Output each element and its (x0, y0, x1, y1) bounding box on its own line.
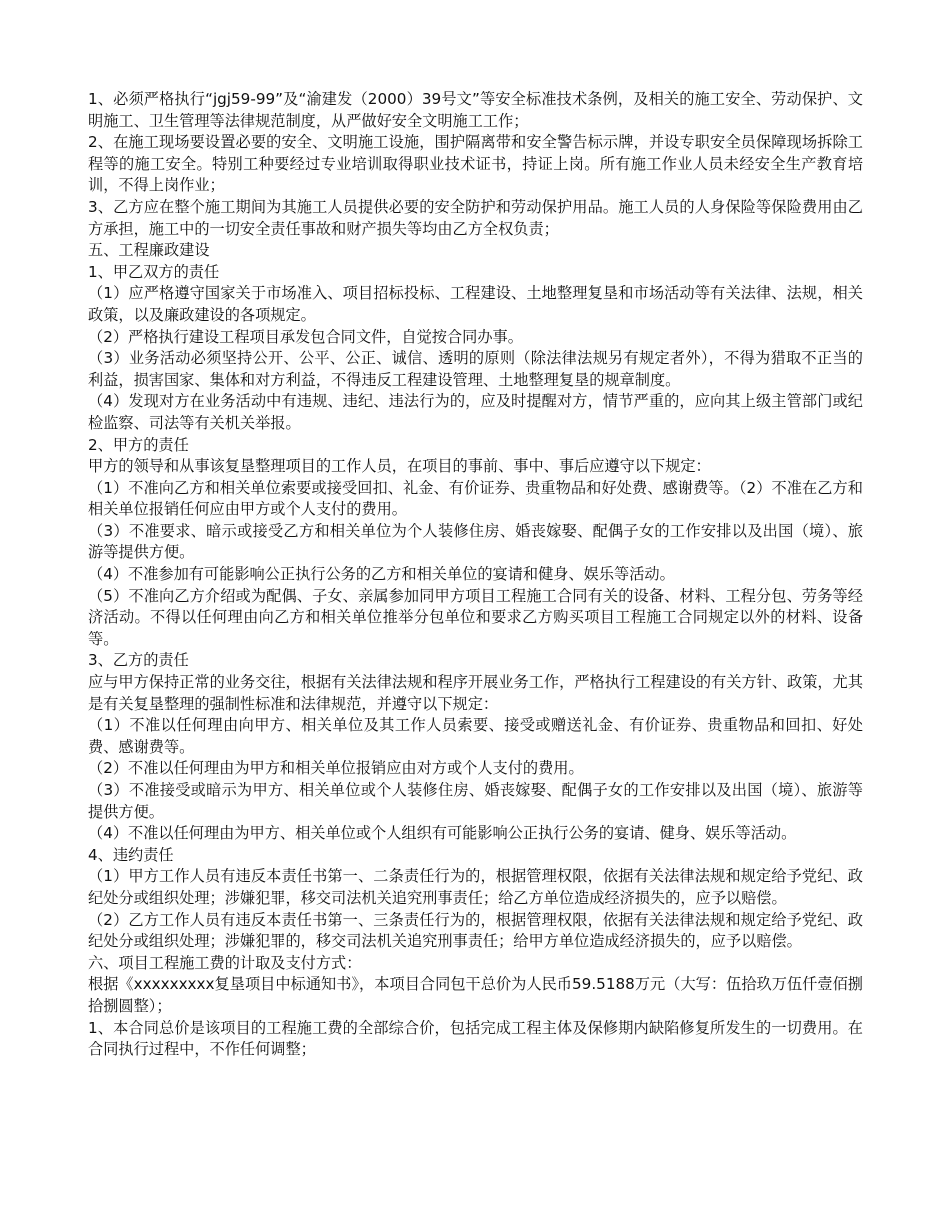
subheading-party-a: 2、甲方的责任 (88, 435, 189, 454)
list-item: （5）不准向乙方介绍或为配偶、子女、亲属参加同甲方项目工程施工合同有关的设备、材料、工程分包、劳务等经济活动。不得以任何理由向乙方和相关单位推举分包单位和要求乙方购买项目工程施工合同规定以外的材料、设备等。 (88, 586, 863, 648)
contract-price-statement: 根据《xxxxxxxxx复垦项目中标通知书》，本项目合同包干总价为人民币59.5188万元（大写：伍拾玖万伍仟壹佰捌拾捌圆整）； (88, 975, 863, 1015)
list-item: （3）不准接受或暗示为甲方、相关单位或个人装修住房、婚丧嫁娶、配偶子女的工作安排以及出国（境）、旅游等提供方便。 (88, 781, 863, 821)
clause-total-price: 1、本合同总价是该项目的工程施工费的全部综合价，包括完成工程主体及保修期内缺陷修复所发生的一切费用。在合同执行过程中，不作任何调整； (88, 1018, 863, 1059)
list-item: （2）不准以任何理由为甲方和相关单位报销应由对方或个人支付的费用。 (88, 759, 584, 778)
party-a-intro: 甲方的领导和从事该复垦整理项目的工作人员，在项目的事前、事中、事后应遵守以下规定： (88, 457, 711, 476)
list-item: （1）应严格遵守国家关于市场准入、项目招标投标、工程建设、土地整理复垦和市场活动等有关法律、法规，相关政策，以及廉政建设的各项规定。 (88, 284, 863, 324)
list-item: （2）严格执行建设工程项目承发包合同文件，自觉按合同办事。 (88, 327, 523, 346)
clause-safety-standards: 1、必须严格执行“jgj59-99”及“渝建发（2000）39号文”等安全标准技术条例，及相关的施工安全、劳动保护、文明施工、卫生管理等法律规范制度，从严做好安全文明施工工作； (88, 90, 863, 130)
list-item: （4）不准以任何理由为甲方、相关单位或个人组织有可能影响公正执行公务的宴请、健身、娱乐等活动。 (88, 824, 797, 843)
list-item: （1）不准向乙方和相关单位索要或接受回扣、礼金、有价证券、贵重物品和好处费、感谢费等。（2）不准在乙方和相关单位报销任何应由甲方或个人支付的费用。 (88, 478, 863, 519)
clause-protective-equipment: 3、乙方应在整个施工期间为其施工人员提供必要的安全防护和劳动保护用品。施工人员的人身保险等保险费用由乙方承担，施工中的一切安全责任事故和财产损失等均由乙方全权负责； (88, 197, 863, 238)
list-item: （1）甲方工作人员有违反本责任书第一、二条责任行为的，根据管理权限，依据有关法律法规和规定给予党纪、政纪处分或组织处理；涉嫌犯罪，移交司法机关追究刑事责任；给乙方单位造成经济损失的，应予以赔偿。 (88, 867, 863, 907)
list-item: （4）不准参加有可能影响公正执行公务的乙方和相关单位的宴请和健身、娱乐等活动。 (88, 565, 675, 584)
list-item: （3）业务活动必须坚持公开、公平、公正、诚信、透明的原则（除法律法规另有规定者外），不得为猎取不正当的利益，损害国家、集体和对方利益，不得违反工程建设管理、土地整理复垦的规章制度。 (88, 349, 863, 389)
section-heading-construction-fee: 六、项目工程施工费的计取及支付方式： (88, 953, 362, 972)
list-item: （4）发现对方在业务活动中有违规、违纪、违法行为的，应及时提醒对方，情节严重的，应向其上级主管部门或纪检监察、司法等有关机关举报。 (88, 392, 863, 432)
subheading-both-parties: 1、甲乙双方的责任 (88, 262, 220, 281)
list-item: （3）不准要求、暗示或接受乙方和相关单位为个人装修住房、婚丧嫁娶、配偶子女的工作安排以及出国（境）、旅游等提供方便。 (88, 521, 863, 562)
section-heading-integrity: 五、工程廉政建设 (88, 241, 210, 260)
subheading-party-b: 3、乙方的责任 (88, 651, 189, 670)
list-item: （2）乙方工作人员有违反本责任书第一、三条责任行为的，根据管理权限，依据有关法律法规和规定给予党纪、政纪处分或组织处理；涉嫌犯罪的，移交司法机关追究刑事责任；给甲方单位造成经济损失的，应予以赔偿。 (88, 910, 863, 951)
subheading-breach-liability: 4、违约责任 (88, 845, 174, 864)
clause-site-safety-facilities: 2、在施工现场要设置必要的安全、文明施工设施，围护隔离带和安全警告标示牌，并设专职安全员保障现场拆除工程等的施工安全。特别工种要经过专业培训取得职业技术证书，持证上岗。所有施工作业人员未经安全生产教育培训，不得上岗作业； (88, 133, 863, 195)
list-item: （1）不准以任何理由向甲方、相关单位及其工作人员索要、接受或赠送礼金、有价证券、贵重物品和回扣、好处费、感谢费等。 (88, 716, 863, 756)
party-b-intro: 应与甲方保持正常的业务交往，根据有关法律法规和程序开展业务工作，严格执行工程建设的有关方针、政策，尤其是有关复垦整理的强制性标准和法律规范，并遵守以下规定： (88, 673, 863, 713)
document-page (88, 89, 863, 1061)
